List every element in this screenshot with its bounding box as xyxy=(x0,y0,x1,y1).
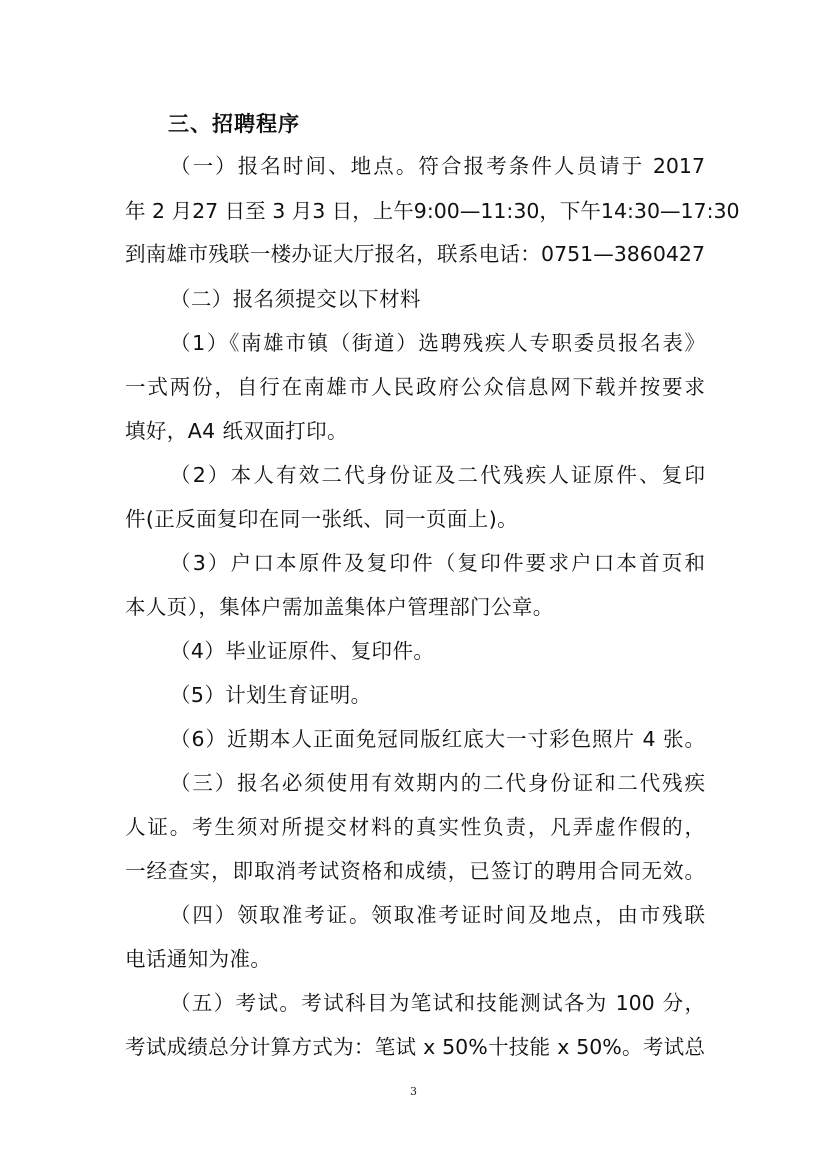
paragraph-line: （1）《南雄市镇（街道）选聘残疾人专职委员报名表》 xyxy=(170,331,705,355)
paragraph-line: 本人页），集体户需加盖集体户管理部门公章。 xyxy=(125,595,554,619)
paragraph-line: 电话通知为准。 xyxy=(125,947,272,971)
paragraph-line: （二）报名须提交以下材料 xyxy=(170,287,421,311)
paragraph-line: 人证。考生须对所提交材料的真实性负责，凡弄虚作假的， xyxy=(125,815,705,839)
paragraph-line: （三）报名必须使用有效期内的二代身份证和二代残疾 xyxy=(170,771,705,795)
paragraph-line: （四）领取准考证。领取准考证时间及地点，由市残联 xyxy=(170,903,705,927)
paragraph-line: （五）考试。考试科目为笔试和技能测试各为 100 分， xyxy=(170,991,705,1015)
paragraph-line: （一）报名时间、地点。符合报考条件人员请于 2017 xyxy=(170,154,705,178)
section-heading: 三、招聘程序 xyxy=(168,112,300,136)
paragraph-line: 年 2 月27 日至 3 月3 日，上午9:00—11:30，下午14:30—17:30 xyxy=(125,199,740,223)
paragraph-line: （6）近期本人正面免冠同版红底大一寸彩色照片 4 张。 xyxy=(170,727,705,751)
paragraph-line: （4）毕业证原件、复印件。 xyxy=(170,639,435,663)
paragraph-line: 填好，A4 纸双面打印。 xyxy=(125,419,348,443)
paragraph-line: 到南雄市残联一楼办证大厅报名，联系电话：0751—3860427 xyxy=(125,242,705,266)
paragraph-line: 考试成绩总分计算方式为：笔试 x 50%十技能 x 50%。考试总 xyxy=(125,1035,705,1059)
paragraph-line: （5）计划生育证明。 xyxy=(170,683,372,707)
paragraph-line: 一经查实，即取消考试资格和成绩，已签订的聘用合同无效。 xyxy=(125,859,705,883)
paragraph-line: 一式两份，自行在南雄市人民政府公众信息网下载并按要求 xyxy=(125,375,705,399)
paragraph-line: 件(正反面复印在同一张纸、同一页面上)。 xyxy=(125,507,518,531)
paragraph-line: （2）本人有效二代身份证及二代残疾人证原件、复印 xyxy=(170,463,705,487)
page-number: 3 xyxy=(410,1085,417,1098)
paragraph-line: （3）户口本原件及复印件（复印件要求户口本首页和 xyxy=(170,551,705,575)
